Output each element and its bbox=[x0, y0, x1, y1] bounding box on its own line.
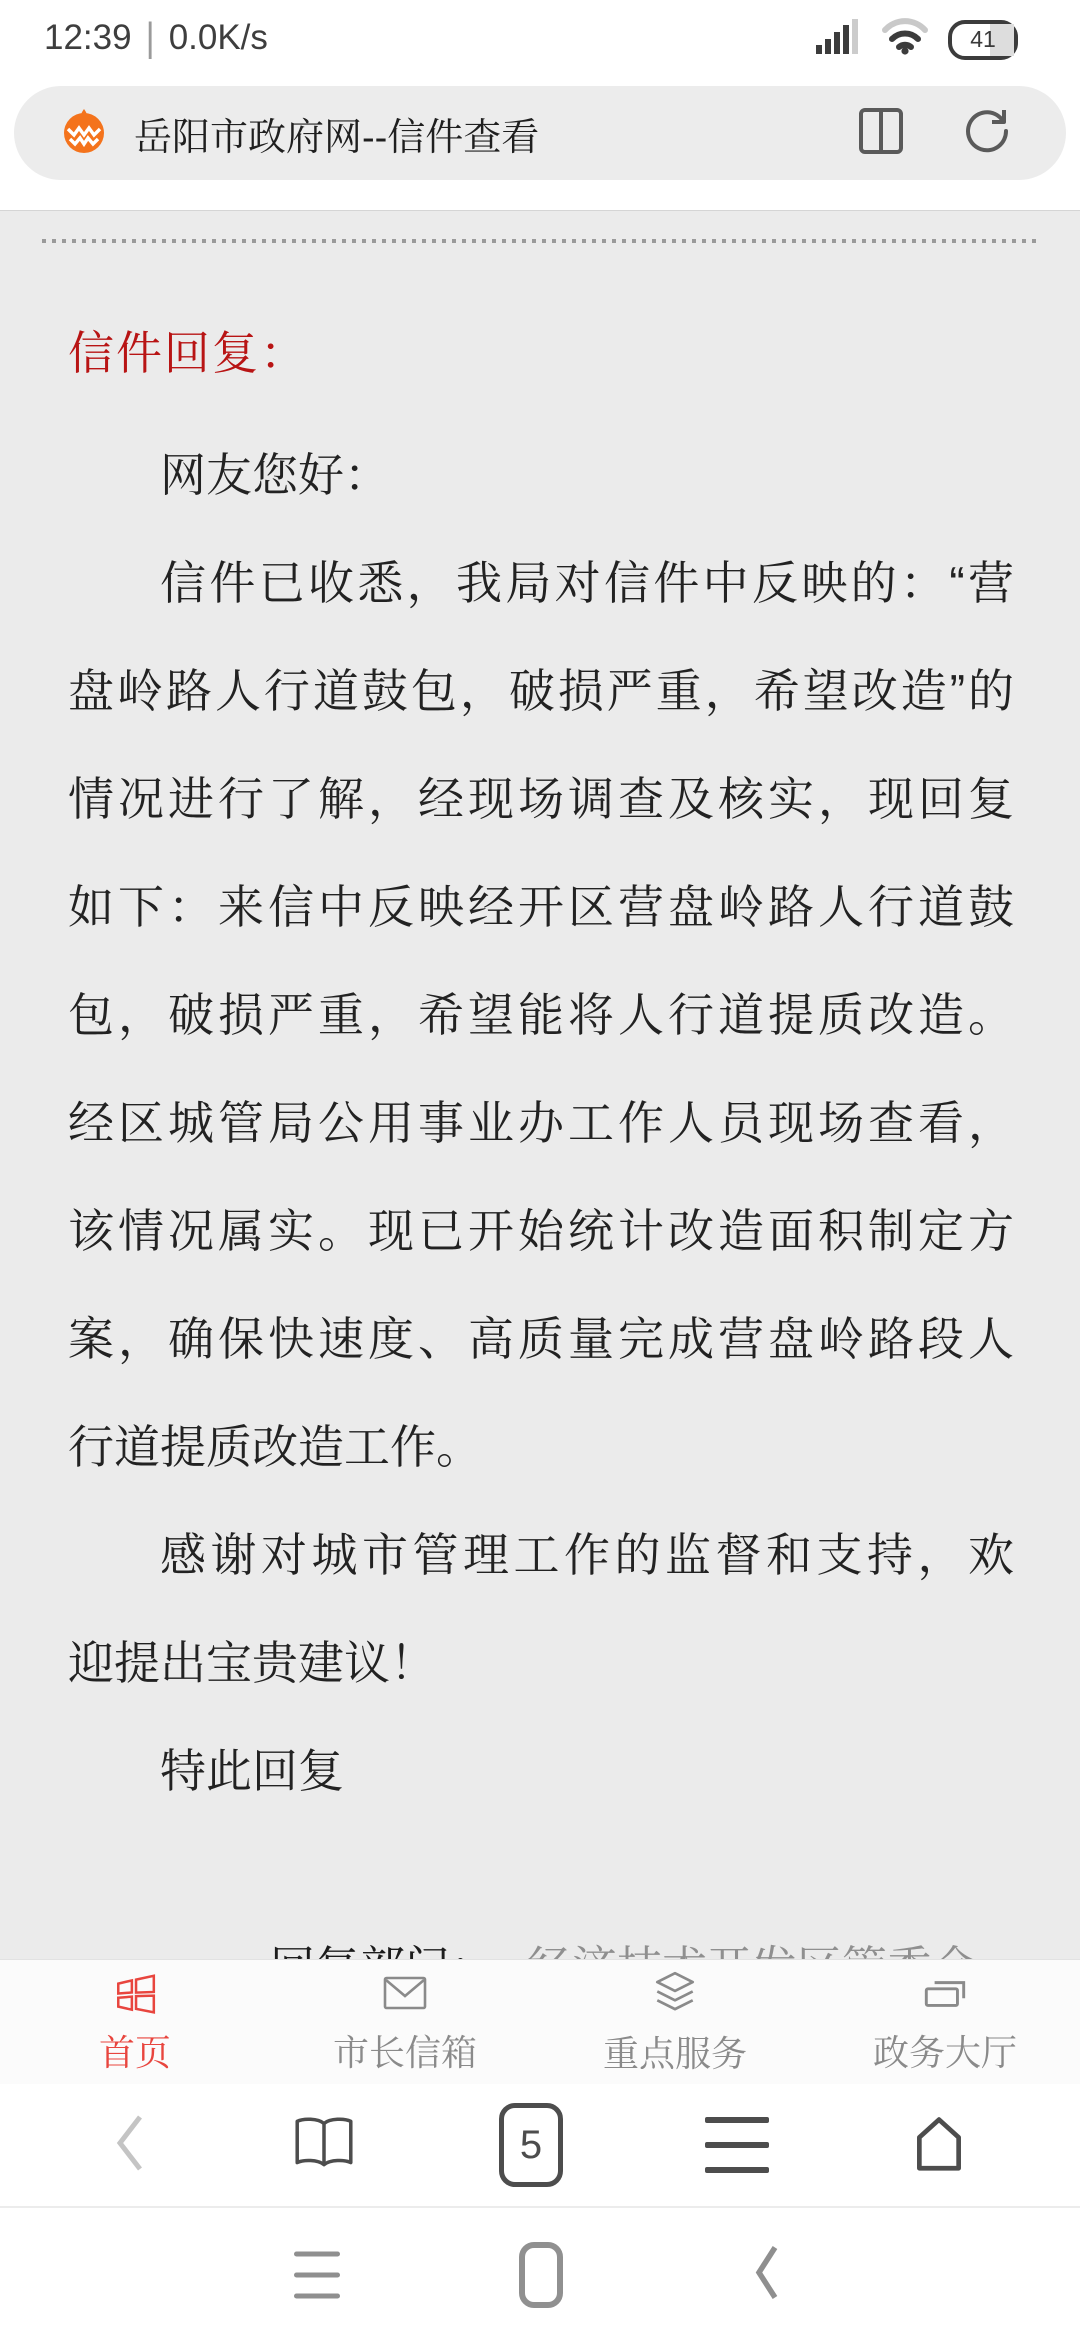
nav-label: 政务大厅 bbox=[872, 2031, 1017, 2073]
page-title: 岳阳市政府网--信件查看 bbox=[134, 116, 540, 159]
android-nav-bar bbox=[0, 2210, 1080, 2340]
signal-icon bbox=[816, 19, 862, 60]
body-line: 案，确保快速度、高质量完成营盘岭路段人 bbox=[68, 1313, 1014, 1365]
bookmarks-book-icon[interactable] bbox=[290, 2114, 358, 2177]
nav-item-mayor-mailbox[interactable] bbox=[270, 1960, 540, 2085]
refresh-icon[interactable] bbox=[962, 106, 1012, 161]
reply-heading: 信件回复： bbox=[68, 327, 308, 379]
body-line: 包，破损严重，希望能将人行道提质改造。 bbox=[68, 989, 1014, 1041]
menu-icon[interactable] bbox=[705, 2117, 769, 2173]
nav-item-home[interactable] bbox=[0, 1960, 270, 2085]
nav-label: 重点服务 bbox=[602, 2032, 747, 2074]
browser-address-bar bbox=[0, 76, 1080, 210]
mail-icon bbox=[380, 1970, 430, 2016]
letter-content-area bbox=[0, 210, 1080, 1960]
clock: 12:39 bbox=[44, 18, 132, 57]
url-pill[interactable] bbox=[14, 86, 1066, 180]
nav-item-gov-hall[interactable] bbox=[810, 1960, 1080, 2085]
body-line: 盘岭路人行道鼓包，破损严重，希望改造”的 bbox=[68, 665, 1014, 717]
battery-icon bbox=[948, 20, 1018, 60]
site-favicon-icon bbox=[60, 107, 108, 160]
browser-home-icon[interactable] bbox=[910, 2111, 968, 2180]
site-bottom-nav bbox=[0, 1959, 1080, 2085]
body-line: 经区城管局公用事业办工作人员现场查看， bbox=[68, 1097, 1014, 1149]
browser-toolbar bbox=[0, 2084, 1080, 2208]
wifi-icon bbox=[882, 17, 928, 60]
body-line: 感谢对城市管理工作的监督和支持，欢 bbox=[160, 1529, 1014, 1581]
tab-count: 5 bbox=[519, 2122, 543, 2167]
status-right bbox=[816, 17, 1018, 60]
status-left bbox=[44, 15, 268, 60]
network-speed: 0.0K/s bbox=[168, 18, 268, 57]
body-line: 迎提出宝贵建议！ bbox=[68, 1637, 436, 1689]
layers-icon bbox=[650, 1969, 700, 2017]
address-bar-icons bbox=[858, 106, 1012, 161]
body-line: 网友您好： bbox=[160, 449, 390, 501]
status-bar bbox=[0, 0, 1080, 76]
multi-window-icon[interactable] bbox=[858, 106, 904, 161]
android-home-icon[interactable] bbox=[519, 2242, 563, 2308]
body-line: 特此回复 bbox=[160, 1745, 344, 1797]
status-separator: | bbox=[145, 15, 155, 60]
back-icon[interactable] bbox=[112, 2111, 148, 2180]
body-line: 情况进行了解，经现场调查及核实，现回复 bbox=[68, 773, 1014, 825]
android-back-icon[interactable] bbox=[754, 2244, 780, 2307]
nav-item-key-services[interactable] bbox=[540, 1960, 810, 2085]
body-line: 信件已收悉，我局对信件中反映的：“营 bbox=[160, 557, 1014, 609]
home-grid-icon bbox=[108, 1970, 162, 2016]
body-line: 行道提质改造工作。 bbox=[68, 1421, 482, 1473]
letter-body bbox=[68, 421, 1014, 1825]
dotted-divider bbox=[42, 239, 1038, 243]
tab-count-button[interactable] bbox=[499, 2103, 563, 2187]
nav-label: 首页 bbox=[98, 2031, 171, 2073]
battery-percent: 41 bbox=[970, 26, 996, 52]
body-line: 如下：来信中反映经开区营盘岭路人行道鼓 bbox=[68, 881, 1014, 933]
recents-icon[interactable] bbox=[294, 2252, 340, 2299]
hall-windows-icon bbox=[918, 1970, 972, 2016]
body-line: 该情况属实。现已开始统计改造面积制定方 bbox=[68, 1205, 1014, 1257]
nav-label: 市长信箱 bbox=[332, 2031, 477, 2073]
